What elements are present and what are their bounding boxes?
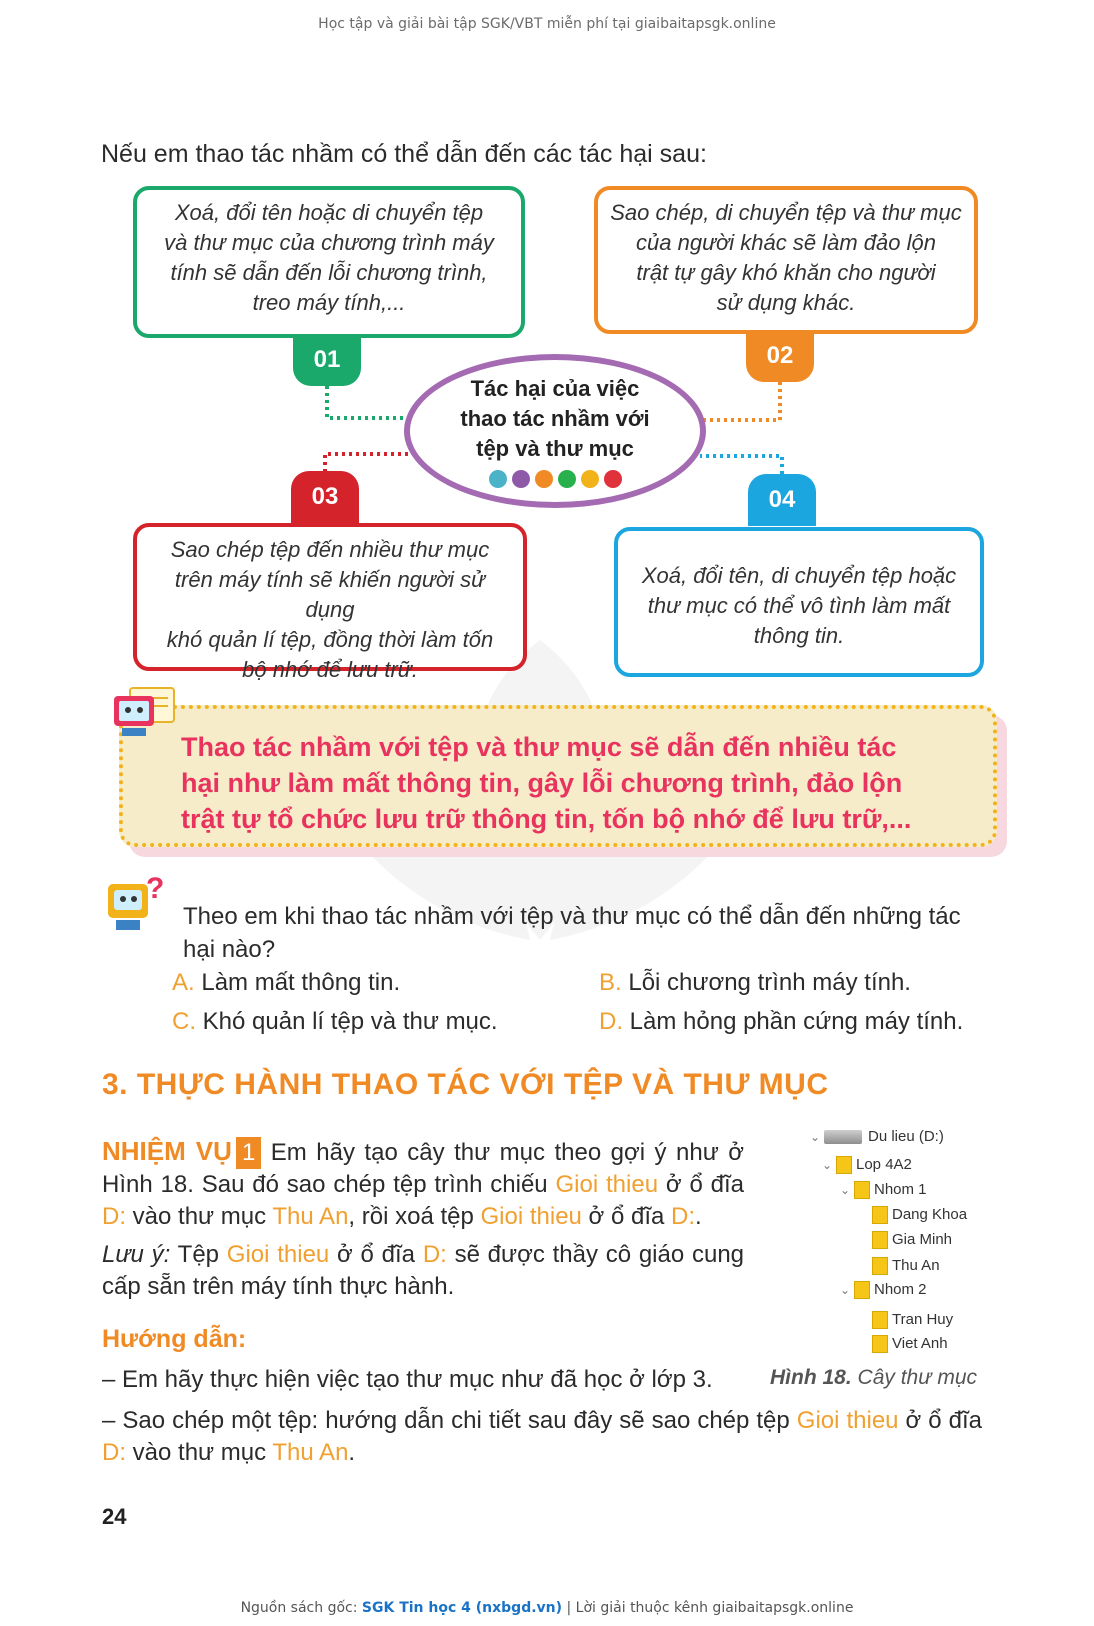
folder-icon <box>872 1231 888 1249</box>
harm-box-02 <box>594 186 978 334</box>
option-letter: C. <box>172 1008 196 1035</box>
folder-icon <box>854 1181 870 1199</box>
folder-icon <box>836 1156 852 1174</box>
question-text: Theo em khi thao tác nhầm với tệp và thư mục có thể dẫn đến những tác hại nào? <box>183 903 961 963</box>
highlight-text: Thu An <box>272 1203 349 1230</box>
task-text: , rồi xoá tệp <box>348 1203 481 1230</box>
harm-03-line: trên máy tính sẽ khiến người sử dụng <box>174 567 486 622</box>
robot-notebook-icon <box>112 686 178 744</box>
harm-03-line: khó quản lí tệp, đồng thời làm tốn <box>166 627 494 652</box>
highlight-text: Thu An <box>272 1439 349 1466</box>
color-dots <box>410 470 700 488</box>
source-footer <box>0 1600 1094 1616</box>
note-line: hại như làm mất thông tin, gây lỗi chương trình, đảo lộn <box>181 768 903 798</box>
folder-icon <box>872 1257 888 1275</box>
tree-leaf <box>872 1311 953 1329</box>
tree-lop <box>822 1156 912 1174</box>
figure-caption-text: Cây thư mục <box>851 1366 978 1389</box>
tree-drive <box>810 1128 944 1145</box>
color-dot <box>535 470 553 488</box>
chevron-down-icon: ⌄ <box>840 1283 851 1297</box>
chevron-down-icon: ⌄ <box>822 1158 833 1172</box>
harm-03-line: bộ nhớ để lưu trữ. <box>242 657 418 682</box>
guide-heading: Hướng dẫn: <box>102 1325 247 1353</box>
svg-text:?: ? <box>146 872 165 905</box>
folder-label: Viet Anh <box>892 1335 948 1352</box>
color-dot <box>489 470 507 488</box>
harm-box-01 <box>133 186 525 338</box>
highlight-text: Gioi thieu <box>796 1407 899 1434</box>
guide-text: vào thư mục <box>126 1439 273 1466</box>
task-text: ở ổ đĩa <box>581 1203 672 1230</box>
folder-label: Tran Huy <box>892 1311 954 1328</box>
task-note <box>102 1239 744 1303</box>
harm-02-line: sử dụng khác. <box>716 290 856 315</box>
drive-label: Du lieu (D:) <box>868 1128 944 1145</box>
option-letter: B. <box>599 969 622 996</box>
harm-01-line: Xoá, đổi tên hoặc di chuyển tệp <box>174 200 484 225</box>
guide-text: ở ổ đĩa <box>898 1407 983 1434</box>
harm-number-03: 03 <box>291 471 359 523</box>
harm-01-line: tính sẽ dẫn đến lỗi chương trình, <box>170 260 488 285</box>
task-text: . <box>695 1203 702 1230</box>
harm-number-01: 01 <box>293 334 361 386</box>
option-text: Lỗi chương trình máy tính. <box>628 969 911 996</box>
highlight-text: D: <box>671 1203 696 1230</box>
note-line: Thao tác nhầm với tệp và thư mục sẽ dẫn đến nhiều tác <box>181 732 897 762</box>
option-text: Khó quản lí tệp và thư mục. <box>202 1008 498 1035</box>
option-text: Làm mất thông tin. <box>201 969 401 996</box>
intro-text: Nếu em thao tác nhầm có thể dẫn đến các tác hại sau: <box>101 140 707 168</box>
folder-icon <box>872 1311 888 1329</box>
harm-03-line: Sao chép tệp đến nhiều thư mục <box>170 537 490 562</box>
folder-label: Lop 4A2 <box>856 1156 912 1173</box>
task-text: Tệp <box>170 1241 227 1268</box>
note-line: trật tự tổ chức lưu trữ thông tin, tốn bộ nhớ để lưu trữ,... <box>181 804 912 834</box>
harm-01-line: và thư mục của chương trình máy <box>164 230 494 255</box>
highlight-text: Gioi thieu <box>480 1203 582 1230</box>
option-b <box>599 969 911 997</box>
harm-04-line: thông tin. <box>753 623 845 648</box>
page-number: 24 <box>102 1504 127 1529</box>
option-a <box>172 969 400 997</box>
option-d <box>599 1008 963 1036</box>
section-title: 3. THỰC HÀNH THAO TÁC VỚI TỆP VÀ THƯ MỤC <box>102 1068 829 1101</box>
color-dot <box>512 470 530 488</box>
option-text: Làm hỏng phần cứng máy tính. <box>629 1008 964 1035</box>
task-number: 1 <box>236 1137 261 1169</box>
tree-leaf <box>872 1335 948 1353</box>
harm-01-line: treo máy tính,... <box>252 290 406 315</box>
harm-02-line: của người khác sẽ làm đảo lộn <box>636 230 936 255</box>
color-dot <box>558 470 576 488</box>
harm-box-03 <box>133 523 527 682</box>
figure-caption <box>770 1366 977 1390</box>
folder-label: Gia Minh <box>892 1231 953 1248</box>
guide-line-2 <box>102 1405 982 1469</box>
figure-number: Hình 18. <box>770 1366 852 1389</box>
tree-leaf <box>872 1231 952 1249</box>
folder-icon <box>872 1335 888 1353</box>
guide-line-1: – Em hãy thực hiện việc tạo thư mục như đã học ở lớp 3. <box>102 1366 713 1393</box>
mindmap-center <box>404 354 706 508</box>
task-text: ở ổ đĩa <box>329 1241 423 1268</box>
chevron-down-icon: ⌄ <box>810 1130 821 1144</box>
highlight-text: D: <box>102 1203 126 1230</box>
folder-label: Dang Khoa <box>892 1206 968 1223</box>
drive-icon <box>824 1130 862 1144</box>
task-text: Em hãy tạo cây thư mục theo gợi ý như ở Hình 18. Sau đó sao chép tệp trình chiếu <box>102 1139 745 1198</box>
folder-icon <box>854 1281 870 1299</box>
harm-04-line: thư mục có thể vô tình làm mất <box>647 593 951 618</box>
option-letter: A. <box>172 969 195 996</box>
footer-prefix: Nguồn sách gốc: <box>240 1600 362 1616</box>
task-text: vào thư mục <box>126 1203 273 1230</box>
site-header-note: Học tập và giải bài tập SGK/VBT miễn phí tại giaibaitapsgk.online <box>318 16 776 32</box>
option-c <box>172 1008 498 1036</box>
center-title-line: Tác hại của việc <box>470 376 640 401</box>
folder-label: Thu An <box>892 1257 940 1274</box>
note-label: Lưu ý: <box>102 1241 171 1268</box>
harm-02-line: trật tự gây khó khăn cho người <box>636 260 936 285</box>
harm-02-line: Sao chép, di chuyển tệp và thư mục <box>610 200 962 225</box>
harm-box-04 <box>614 527 984 677</box>
color-dot <box>581 470 599 488</box>
guide-text: . <box>348 1439 356 1466</box>
harm-04-line: Xoá, đổi tên, di chuyển tệp hoặc <box>641 563 957 588</box>
folder-icon <box>872 1206 888 1224</box>
footer-book-link[interactable]: SGK Tin học 4 (nxbgd.vn) <box>361 1600 563 1616</box>
highlight-text: D: <box>102 1439 126 1466</box>
tree-leaf <box>872 1206 967 1224</box>
harm-number-02: 02 <box>746 330 814 382</box>
folder-label: Nhom 1 <box>874 1181 927 1198</box>
task-block <box>102 1135 744 1303</box>
color-dot <box>604 470 622 488</box>
tree-leaf <box>872 1257 940 1275</box>
center-title-line: thao tác nhầm với <box>460 406 650 431</box>
highlight-text: Gioi thieu <box>555 1171 659 1198</box>
option-letter: D. <box>599 1008 623 1035</box>
chevron-down-icon: ⌄ <box>840 1183 851 1197</box>
summary-note <box>119 705 997 847</box>
harm-number-04: 04 <box>748 474 816 526</box>
task-text: sẽ được thầy cô giáo cung cấp sẵn trên máy tính thực hành. <box>102 1241 745 1300</box>
task-text: ở ổ đĩa <box>658 1171 745 1198</box>
task-label: NHIỆM VỤ <box>102 1136 232 1166</box>
guide-text: – Sao chép một tệp: hướng dẫn chi tiết sau đây sẽ sao chép tệp <box>102 1407 797 1434</box>
task-paragraph <box>102 1135 744 1233</box>
center-title-line: tệp và thư mục <box>476 436 634 461</box>
tree-nhom1 <box>840 1181 927 1199</box>
folder-label: Nhom 2 <box>874 1281 927 1298</box>
highlight-text: Gioi thieu <box>226 1241 330 1268</box>
footer-suffix: | Lời giải thuộc kênh giaibaitapsgk.online <box>562 1600 854 1616</box>
highlight-text: D: <box>422 1241 447 1268</box>
robot-question-icon <box>104 870 168 936</box>
tree-nhom2 <box>840 1281 927 1299</box>
